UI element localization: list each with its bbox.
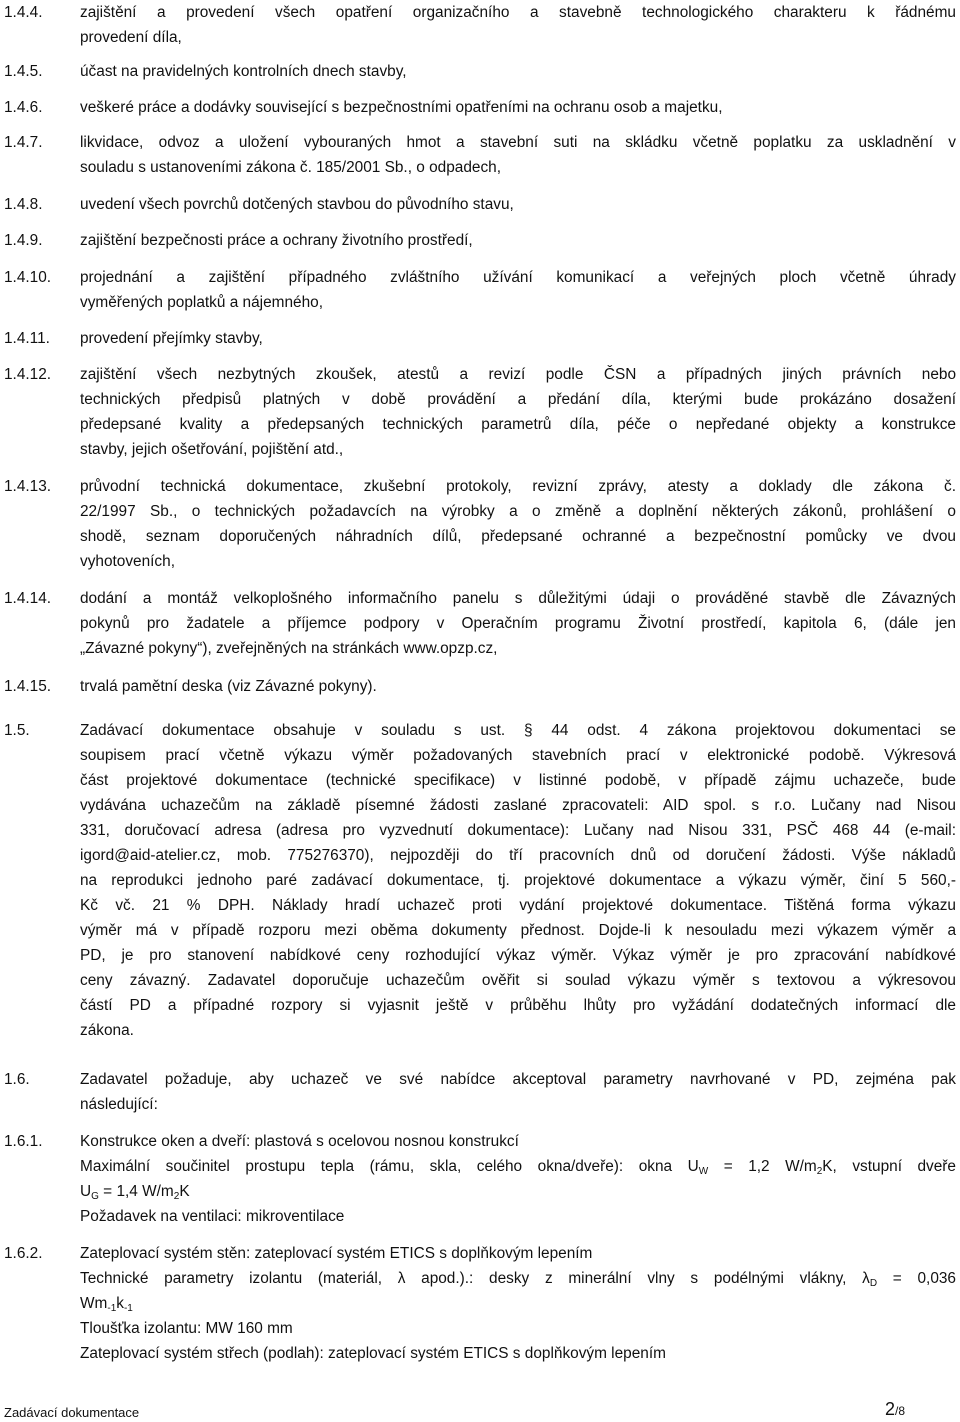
item-number: 1.6.2. (4, 1245, 43, 1262)
item-line: veškeré práce a dodávky související s bezpečnostními opatřeními na ochranu osob a majetku, (80, 99, 723, 116)
item-line: zákona. (80, 1022, 134, 1039)
item-text (80, 265, 956, 315)
page-current: 2 (884, 1399, 895, 1419)
item-line: vydávána uchazečům na základě písemné žádosti zaslané zpracovateli: AID spol. s r.o. Lučany nad Nisou (80, 797, 956, 814)
item-number: 1.4.10. (4, 269, 52, 286)
item-line: trvalá pamětní deska (viz Závazné pokyny). (80, 678, 377, 695)
item-text (80, 1067, 956, 1117)
item-line: $Wm_{-1}k_{-1}$ (80, 1295, 133, 1314)
item-text (80, 59, 956, 84)
item-number: 1.4.4. (4, 4, 43, 21)
item-line: Požadavek na ventilaci: mikroventilace (80, 1208, 345, 1225)
item-line: Konstrukce oken a dveří: plastová s ocelovou nosnou konstrukcí (80, 1133, 519, 1150)
item-line: Zadavatel požaduje, aby uchazeč ve své nabídce akceptoval parametry navrhované v PD, zejména pak (80, 1071, 956, 1088)
item-line: uvedení všech povrchů dotčených stavbou do původního stavu, (80, 196, 514, 213)
item-line: shodě, seznam doporučených náhradních dílů, předepsané ochranné a bezpečnostní pomůcky ve dvou (80, 528, 956, 545)
item-line: průvodní technická dokumentace, zkušební protokoly, revizní zprávy, atesty a doklady dle zákona č. (80, 478, 956, 495)
item-line: výměr má v případě rozporu mezi oběma dokumenty přednost. Dojde-li k nesouladu mezi výkazem výměr a (80, 922, 956, 939)
item-line: částí PD a případné rozpory si vyjasnit ještě v průběhu lhůty pro vyžádání dodatečných informací dle (80, 997, 956, 1014)
item-line: stavby, jejich ošetřování, pojištění atd., (80, 441, 344, 458)
item-number: 1.4.6. (4, 99, 43, 116)
item-line: „Závazné pokyny“), zveřejněných na stránkách www.opzp.cz, (80, 640, 498, 657)
item-text (80, 362, 956, 462)
item-line: část projektové dokumentace (technické specifikace) v listinné podobě, v případě zájmu uchazeče, bude (80, 772, 956, 789)
item-text (80, 718, 956, 1043)
item-line: igord@aid-atelier.cz, mob. 775276370), nejpozději do tří pracovních dnů od doručení žádosti. Výše nákladů (80, 847, 956, 864)
item-text (80, 1241, 956, 1366)
item-line: pokynů pro žadatele a příjemce podpory v Operačním programu Životní prostředí, kapitola 6, (dále jen (80, 615, 956, 632)
item-line: soupisem prací včetně výkazu výměr požadovaných stavebních prací v elektronické podobě. Výkresová (80, 747, 956, 764)
item-number: 1.4.14. (4, 590, 52, 607)
item-line: 22/1997 Sb., o technických požadavcích na výrobky a o změně a doplnění některých zákonů, prohlášení o (80, 503, 956, 520)
footer-document-title: Zadávací dokumentace (4, 1405, 140, 1420)
item-line: vyměřených poplatků a nájemného, (80, 294, 323, 311)
item-number: 1.4.7. (4, 134, 43, 151)
item-line: Zadávací dokumentace obsahuje v souladu s ust. § 44 odst. 4 zákona projektovou dokumentaci se (80, 722, 956, 739)
item-text (80, 95, 956, 120)
item-number: 1.4.15. (4, 678, 52, 695)
item-line: Tloušťka izolantu: MW 160 mm (80, 1320, 293, 1337)
item-number: 1.4.13. (4, 478, 52, 495)
item-text (80, 674, 956, 699)
item-number: 1.5. (4, 722, 30, 739)
item-line: vyhotoveních, (80, 553, 175, 570)
item-number: 1.4.8. (4, 196, 43, 213)
item-line: souladu s ustanoveními zákona č. 185/2001 Sb., o odpadech, (80, 159, 501, 176)
item-text (80, 0, 956, 50)
item-line: zajištění všech nezbytných zkoušek, atestů a revizí podle ČSN a případných jiných právních nebo (80, 366, 956, 383)
item-number: 1.6.1. (4, 1133, 43, 1150)
item-line: následující: (80, 1096, 158, 1113)
item-text (80, 474, 956, 574)
item-line: zajištění a provedení všech opatření organizačního a stavebně technologického charakteru k řádnému (80, 4, 956, 21)
item-line: ceny závazný. Zadavatel doporučuje uchazečům ověřit si soulad výkazu výměr s textovou a výkresovou (80, 972, 956, 989)
item-line: zajištění bezpečnosti práce a ochrany životního prostředí, (80, 232, 473, 249)
item-line: projednání a zajištění případného zvláštního užívání komunikací a veřejných ploch včetně úhrady (80, 269, 956, 286)
item-number: 1.4.12. (4, 366, 52, 383)
item-line: technických předpisů platných v době provádění a předání díla, kterými bude prokázáno dosažení (80, 391, 956, 408)
item-number: 1.6. (4, 1071, 30, 1088)
page-number (885, 1399, 905, 1420)
item-line: Zateplovací systém střech (podlah): zateplovací systém ETICS s doplňkovým lepením (80, 1345, 666, 1362)
item-line: účast na pravidelných kontrolních dnech stavby, (80, 63, 407, 80)
item-number: 1.4.11. (4, 330, 50, 347)
item-line: $U_G = 1,4$ $W/m_2K$ (80, 1183, 190, 1202)
item-text (80, 228, 956, 253)
item-line: na reprodukci jednoho paré zadávací dokumentace, tj. projektové dokumentace a výkazu výměr, činí 5 560,- (80, 872, 956, 889)
item-line: likvidace, odvoz a uložení vybouraných hmot a stavební suti na skládku včetně poplatku za uskladnění v (80, 134, 956, 151)
item-number: 1.4.5. (4, 63, 43, 80)
item-number: 1.4.9. (4, 232, 43, 249)
item-text (80, 130, 956, 180)
item-line: Technické parametry izolantu (materiál, λ apod.).: desky z minerální vlny s podélnými vlákny, $\lambda_D = 0,036$ (80, 1270, 956, 1289)
item-line: Maximální součinitel prostupu tepla (rámu, skla, celého okna/dveře): okna $U_W = 1,2$ $W/m_2K$, vstupní dveře (80, 1158, 956, 1177)
page-total: /8 (894, 1404, 905, 1418)
item-line: 331, doručovací adresa (adresa pro vyzvednutí dokumentace): Lučany nad Nisou 331, PSČ 468 44 (e-mail: (80, 822, 956, 839)
item-text (80, 586, 956, 661)
item-line: provedení díla, (80, 29, 182, 46)
item-line: Kč vč. 21 % DPH. Náklady hradí uchazeč proti vydání projektové dokumentace. Tištěná forma výkazu (80, 897, 956, 914)
item-line: dodání a montáž velkoplošného informačního panelu s důležitými údaji o prováděné stavbě dle Závazných (80, 590, 956, 607)
item-line: PD, je pro stanovení nabídkové ceny rozhodující výkaz výměr. Výkaz výměr je pro zpracování nabídkové (80, 947, 956, 964)
item-text (80, 326, 956, 351)
item-line: Zateplovací systém stěn: zateplovací systém ETICS s doplňkovým lepením (80, 1245, 593, 1262)
item-text (80, 1129, 956, 1229)
item-line: předepsané kvality a předepsaných technických parametrů díla, péče o nepředané objekty a konstrukce (80, 416, 956, 433)
item-text (80, 192, 956, 217)
item-line: provedení přejímky stavby, (80, 330, 263, 347)
